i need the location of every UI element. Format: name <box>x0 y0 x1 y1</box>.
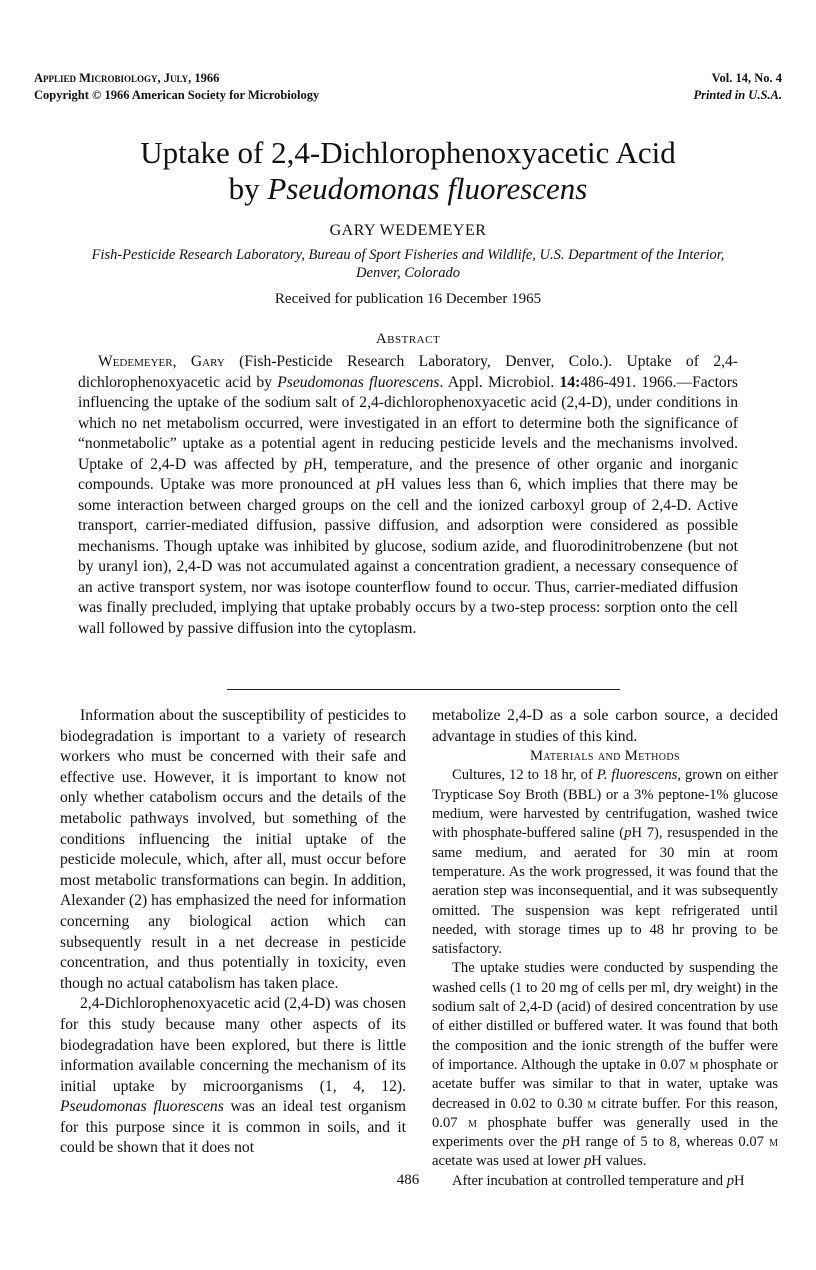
abstract-heading: Abstract <box>375 331 441 347</box>
abstract-body <box>78 352 738 639</box>
methods-paragraph-1 <box>432 766 778 959</box>
abstract-text-5: H values less than 6, which implies that there may be some interaction between charged groups on the cell and the ionized carboxyl group of 2,4-D. Active transport, carrier-mediated diffusion, passive diffusion, and adsorption were considered as possible mechanisms. Though uptake was inhibited by glucose, sodium azide, and fluorodinitrobenzene (but not by uranyl ion), 2,4-D was not accumulated against a concentration gradient, a necessary consequence of an active transport system, nor was isotope counterflow found to occur. Thus, carrier-mediated diffusion was finally precluded, implying that uptake probably occurs by a two-step process: sorption onto the cell wall followed by passive diffusion into the cytoplasm. <box>78 476 738 637</box>
methods-p3-text-a: After incubation at controlled temperature and <box>452 1172 727 1189</box>
intro-p2-text-a: 2,4-Dichlorophenoxyacetic acid (2,4-D) was chosen for this study because many other aspects of its biodegradation have been explored, but there is little information available concerning the mechanism of its initial uptake by microorganisms (1, 4, 12). <box>60 995 406 1095</box>
intro-continuation: metabolize 2,4-D as a sole carbon source, a decided advantage in studies of this kind. <box>432 707 778 745</box>
abstract-text-2: . Appl. Microbiol. <box>439 373 560 391</box>
abstract-text-1: (Fish-Pesticide Research Laboratory, Denver, Colo.). Uptake of 2,4-dichlorophenoxyacetic acid by <box>78 353 738 391</box>
journal-line: Applied Microbiology, July, 1966 <box>34 71 220 85</box>
methods-p1-ph: p <box>624 825 632 842</box>
intro-p2-text-b: was an ideal test organism for this purpose since it is common in soils, and it could be shown that it does not <box>60 1098 406 1157</box>
methods-p1-organism: P. fluorescens <box>596 767 678 784</box>
methods-p2-ph: p <box>583 1153 592 1170</box>
methods-p3-ph: p <box>726 1172 735 1189</box>
section-divider <box>227 689 620 690</box>
methods-p2-text-f: acetate was used at lower <box>432 1153 584 1170</box>
abstract-ph-2: p <box>376 476 385 493</box>
title-line-1: Uptake of 2,4-Dichlorophenoxyacetic Acid <box>140 135 676 170</box>
received-date: Received for publication 16 December 1965 <box>274 291 542 307</box>
title-organism: Pseudomonas fluorescens <box>267 171 588 206</box>
abstract-volume: 14: <box>559 373 581 391</box>
methods-p2-text-e: H range of 5 to 8, whereas 0.07 <box>569 1134 770 1151</box>
methods-p2-text-c: citrate buffer. For this reason, 0.07 <box>432 1095 778 1131</box>
printed-line: Printed in U.S.A. <box>693 88 782 102</box>
methods-p2-ph: p <box>562 1134 570 1151</box>
methods-p3-text-b: H <box>734 1172 745 1189</box>
methods-p2-text-d: phosphate buffer was generally used in the experiments over the <box>432 1114 778 1151</box>
journal-header <box>34 70 319 104</box>
abstract-author: Wedemeyer, Gary <box>98 353 225 370</box>
abstract-organism: Pseudomonas fluorescens <box>277 373 440 391</box>
methods-p2-text-a: The uptake studies were conducted by suspending the washed cells (1 to 20 mg of cells per ml, dry weight) in the sodium salt of 2,4-D (acid) of desired concentration by use of either distilled or buffered water. It was found that both the composition and the ionic strength of the buffer were of importance. Although the uptake in 0.07 <box>432 960 778 1073</box>
abstract-text-3: 486-491. 1966.—Factors influencing the uptake of the sodium salt of 2,4-dichlorophenoxyacetic acid (2,4-D), under conditions in which no net metabolism occurred, were investigated in an effort to determine both the significance of “nonmetabolic” uptake as a potential agent in reducing pesticide levels and the mechanisms involved. Uptake of 2,4-D was affected by <box>78 373 738 473</box>
author-affiliation: Fish-Pesticide Research Laboratory, Bureau of Sport Fisheries and Wildlife, U.S. Department of the Interior, Denver, Colorado <box>91 247 725 281</box>
title-line-2 <box>0 171 816 207</box>
author-name: GARY WEDEMEYER <box>329 222 487 239</box>
volume-line: Vol. 14, No. 4 <box>711 71 782 85</box>
molar-unit: m <box>587 1095 597 1112</box>
abstract-ph-1: p <box>304 455 313 473</box>
page-number: 486 <box>396 1172 420 1188</box>
methods-p2-text-g: H values. <box>591 1153 647 1170</box>
right-column <box>432 706 778 1191</box>
methods-p1-text-c: H 7), resuspended in the same medium, and aerated for 30 min at room temperature. As the work progressed, it was found that the aeration step was inconsequential, and it was subsequently omitted. The suspension was kept refrigerated until needed, with storage times up to 48 hr proving to be satisfactory. <box>432 825 778 958</box>
molar-unit: m <box>468 1114 477 1131</box>
molar-unit: m <box>689 1056 699 1073</box>
intro-p2-organism: Pseudomonas fluorescens <box>60 1098 224 1116</box>
copyright-line: Copyright © 1966 American Society for Microbiology <box>34 88 320 102</box>
methods-p1-text-b: , grown on either Trypticase Soy Broth (BBL) or a 3% peptone-1% glucose medium, were harvested by centrifugation, washed twice with phosphate-buffered saline ( <box>432 767 778 842</box>
molar-unit: m <box>769 1134 779 1151</box>
methods-heading: Materials and Methods <box>530 748 680 765</box>
abstract-text-4: H, temperature, and the presence of other organic and inorganic compounds. Uptake was more pronounced at <box>78 455 738 493</box>
left-column <box>60 706 406 1159</box>
article-title <box>0 135 816 207</box>
volume-header <box>693 70 782 104</box>
intro-paragraph-2 <box>60 994 406 1159</box>
methods-p2-text-b: phosphate or acetate buffer was similar to that in water, uptake was decreased in 0.02 to 0.30 <box>432 1056 778 1112</box>
methods-p1-text-a: Cultures, 12 to 18 hr, of <box>452 767 597 784</box>
intro-paragraph-1: Information about the susceptibility of pesticides to biodegradation is important to a variety of research workers who must be concerned with their safe and effective use. However, it is important to know not only whether catabolism occurs and the details of the metabolic pathways involved, but something of the conditions influencing the initial uptake of the pesticide molecule, which, after all, must occur before most metabolic transformations can begin. In addition, Alexander (2) has emphasized the need for information concerning any biological action which can subsequently result in a net decrease in pesticide concentration, and thus potentially in toxicity, even though no actual catabolism has taken place. <box>60 707 406 992</box>
methods-paragraph-2 <box>432 959 778 1171</box>
title-by: by <box>228 171 268 206</box>
